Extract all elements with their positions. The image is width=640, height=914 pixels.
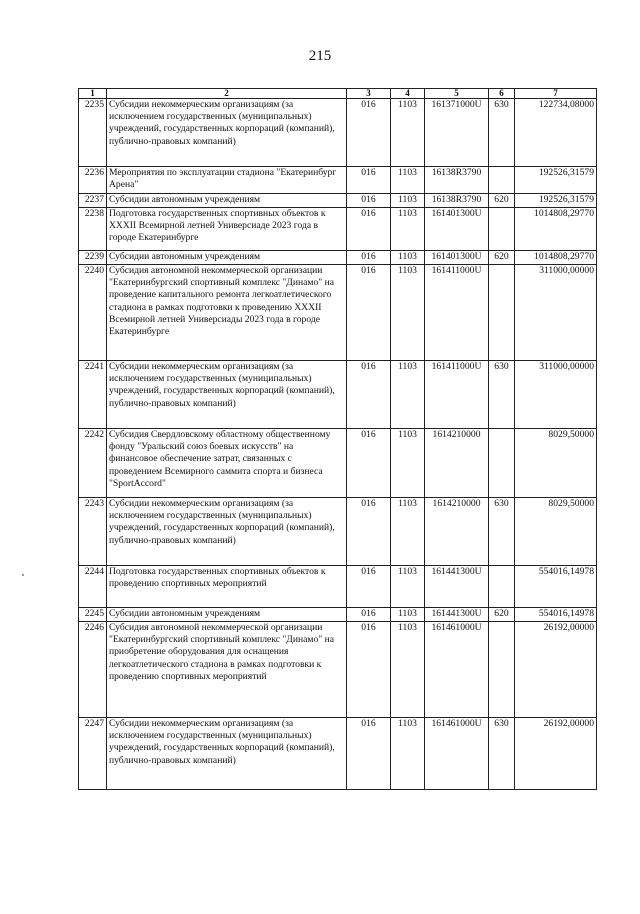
row-code-section-cell: 1103: [391, 361, 425, 429]
row-code-ministry-cell: 016: [347, 498, 391, 566]
page-number: 215: [308, 48, 332, 64]
row-code-type-cell: 620: [489, 194, 515, 208]
row-amount-cell: 8029,50000: [515, 429, 597, 498]
table-row: [79, 608, 597, 622]
row-code-target-cell: 1614210000: [425, 429, 489, 498]
row-code-section-cell: 1103: [391, 208, 425, 251]
row-code-ministry-cell: 016: [347, 265, 391, 361]
row-code-type-cell: 630: [489, 718, 515, 790]
row-code-section-cell: 1103: [391, 718, 425, 790]
table-row: [79, 99, 597, 167]
row-code-type-cell: [489, 167, 515, 194]
row-number-cell: 2238: [79, 208, 107, 251]
row-code-target-cell: 16138R3790: [425, 167, 489, 194]
row-code-target-cell: 161441300U: [425, 608, 489, 622]
row-name-cell: Субсидия автономной некоммерческой организации "Екатеринбургский спортивный комплекс "Динамо" на приобретение оборудования для оснащения легкоатлетического стадиона в рамках подготовки к проведению спортивных мероприятий: [107, 622, 347, 718]
row-code-ministry-cell: 016: [347, 99, 391, 167]
budget-table: [78, 88, 597, 790]
row-amount-cell: 554016,14978: [515, 566, 597, 608]
row-code-ministry-cell: 016: [347, 194, 391, 208]
row-number-cell: 2235: [79, 99, 107, 167]
row-code-ministry-cell: 016: [347, 429, 391, 498]
row-code-target-cell: 1614210000: [425, 498, 489, 566]
row-code-section-cell: 1103: [391, 429, 425, 498]
row-amount-cell: 311000,00000: [515, 265, 597, 361]
row-amount-cell: 192526,31579: [515, 194, 597, 208]
row-code-ministry-cell: 016: [347, 608, 391, 622]
row-code-type-cell: [489, 566, 515, 608]
row-name-cell: Мероприятия по эксплуатации стадиона "Екатеринбург Арена": [107, 167, 347, 194]
table-row: [79, 194, 597, 208]
row-number-cell: 2241: [79, 361, 107, 429]
row-number-cell: 2245: [79, 608, 107, 622]
row-code-type-cell: [489, 429, 515, 498]
row-code-target-cell: 16138R3790: [425, 194, 489, 208]
row-name-cell: Субсидии некоммерческим организациям (за исключением государственных (муниципальных) учреждений, государственных корпораций (компаний), публично-правовых компаний): [107, 718, 347, 790]
table-header-row: [79, 89, 597, 99]
row-code-ministry-cell: 016: [347, 251, 391, 265]
row-code-section-cell: 1103: [391, 265, 425, 361]
row-code-type-cell: 630: [489, 99, 515, 167]
row-code-section-cell: 1103: [391, 498, 425, 566]
table-row: [79, 498, 597, 566]
row-code-type-cell: 630: [489, 361, 515, 429]
header-col-6: 6: [489, 89, 515, 99]
row-name-cell: Субсидии некоммерческим организациям (за исключением государственных (муниципальных) учреждений, государственных корпораций (компаний), публично-правовых компаний): [107, 99, 347, 167]
header-col-7: 7: [515, 89, 597, 99]
row-code-target-cell: 161401300U: [425, 208, 489, 251]
row-amount-cell: 26192,00000: [515, 718, 597, 790]
table-row: [79, 429, 597, 498]
row-amount-cell: 1014808,29770: [515, 251, 597, 265]
header-col-1: 1: [79, 89, 107, 99]
table-row: [79, 251, 597, 265]
row-name-cell: Субсидия автономной некоммерческой организации "Екатеринбургский спортивный комплекс "Динамо" на проведение капитального ремонта легкоатлетического стадиона в рамках подготовки к проведению XXXII Всемирной летней Универсиады 2023 года в городе Екатеринбурге: [107, 265, 347, 361]
row-code-target-cell: 161371000U: [425, 99, 489, 167]
row-code-section-cell: 1103: [391, 622, 425, 718]
row-code-type-cell: 620: [489, 608, 515, 622]
row-code-section-cell: 1103: [391, 194, 425, 208]
row-code-target-cell: 161411000U: [425, 265, 489, 361]
row-code-type-cell: [489, 265, 515, 361]
table-row: [79, 265, 597, 361]
table-row: [79, 622, 597, 718]
header-col-4: 4: [391, 89, 425, 99]
row-code-ministry-cell: 016: [347, 622, 391, 718]
row-amount-cell: 26192,00000: [515, 622, 597, 718]
table-row: [79, 718, 597, 790]
row-name-cell: Подготовка государственных спортивных объектов к проведению спортивных мероприятий: [107, 566, 347, 608]
row-amount-cell: 192526,31579: [515, 167, 597, 194]
row-code-type-cell: [489, 622, 515, 718]
row-number-cell: 2242: [79, 429, 107, 498]
table-row: [79, 167, 597, 194]
row-name-cell: Субсидии автономным учреждениям: [107, 251, 347, 265]
row-number-cell: 2239: [79, 251, 107, 265]
row-number-cell: 2246: [79, 622, 107, 718]
header-col-2: 2: [107, 89, 347, 99]
row-number-cell: 2237: [79, 194, 107, 208]
row-code-section-cell: 1103: [391, 99, 425, 167]
row-amount-cell: 8029,50000: [515, 498, 597, 566]
row-number-cell: 2236: [79, 167, 107, 194]
row-amount-cell: 1014808,29770: [515, 208, 597, 251]
row-code-section-cell: 1103: [391, 167, 425, 194]
row-code-type-cell: [489, 208, 515, 251]
row-name-cell: Субсидии некоммерческим организациям (за исключением государственных (муниципальных) учреждений, государственных корпораций (компаний), публично-правовых компаний): [107, 498, 347, 566]
row-code-type-cell: 620: [489, 251, 515, 265]
row-name-cell: Субсидии автономным учреждениям: [107, 194, 347, 208]
row-name-cell: Субсидии некоммерческим организациям (за исключением государственных (муниципальных) учреждений, государственных корпораций (компаний), публично-правовых компаний): [107, 361, 347, 429]
row-code-target-cell: 161461000U: [425, 718, 489, 790]
row-code-target-cell: 161441300U: [425, 566, 489, 608]
row-amount-cell: 311000,00000: [515, 361, 597, 429]
table-row: [79, 208, 597, 251]
row-name-cell: Субсидия Свердловскому областному общественному фонду "Уральский союз боевых искусств" на финансовое обеспечение затрат, связанных с проведением Всемирного саммита спорта и бизнеса "SportAccord": [107, 429, 347, 498]
row-code-ministry-cell: 016: [347, 167, 391, 194]
row-number-cell: 2247: [79, 718, 107, 790]
header-col-5: 5: [425, 89, 489, 99]
row-number-cell: 2244: [79, 566, 107, 608]
header-col-3: 3: [347, 89, 391, 99]
row-number-cell: 2243: [79, 498, 107, 566]
row-amount-cell: 554016,14978: [515, 608, 597, 622]
row-code-ministry-cell: 016: [347, 361, 391, 429]
scan-mark: [22, 574, 24, 576]
row-amount-cell: 122734,08000: [515, 99, 597, 167]
row-name-cell: Субсидии автономным учреждениям: [107, 608, 347, 622]
row-code-ministry-cell: 016: [347, 718, 391, 790]
row-code-target-cell: 161461000U: [425, 622, 489, 718]
row-code-type-cell: 630: [489, 498, 515, 566]
table-row: [79, 361, 597, 429]
row-code-target-cell: 161411000U: [425, 361, 489, 429]
row-code-section-cell: 1103: [391, 608, 425, 622]
table-body: [79, 99, 597, 790]
row-code-target-cell: 161401300U: [425, 251, 489, 265]
row-code-ministry-cell: 016: [347, 208, 391, 251]
table-row: [79, 566, 597, 608]
row-number-cell: 2240: [79, 265, 107, 361]
row-code-section-cell: 1103: [391, 566, 425, 608]
row-name-cell: Подготовка государственных спортивных объектов к XXXII Всемирной летней Универсиаде 2023 года в городе Екатеринбурге: [107, 208, 347, 251]
row-code-section-cell: 1103: [391, 251, 425, 265]
row-code-ministry-cell: 016: [347, 566, 391, 608]
